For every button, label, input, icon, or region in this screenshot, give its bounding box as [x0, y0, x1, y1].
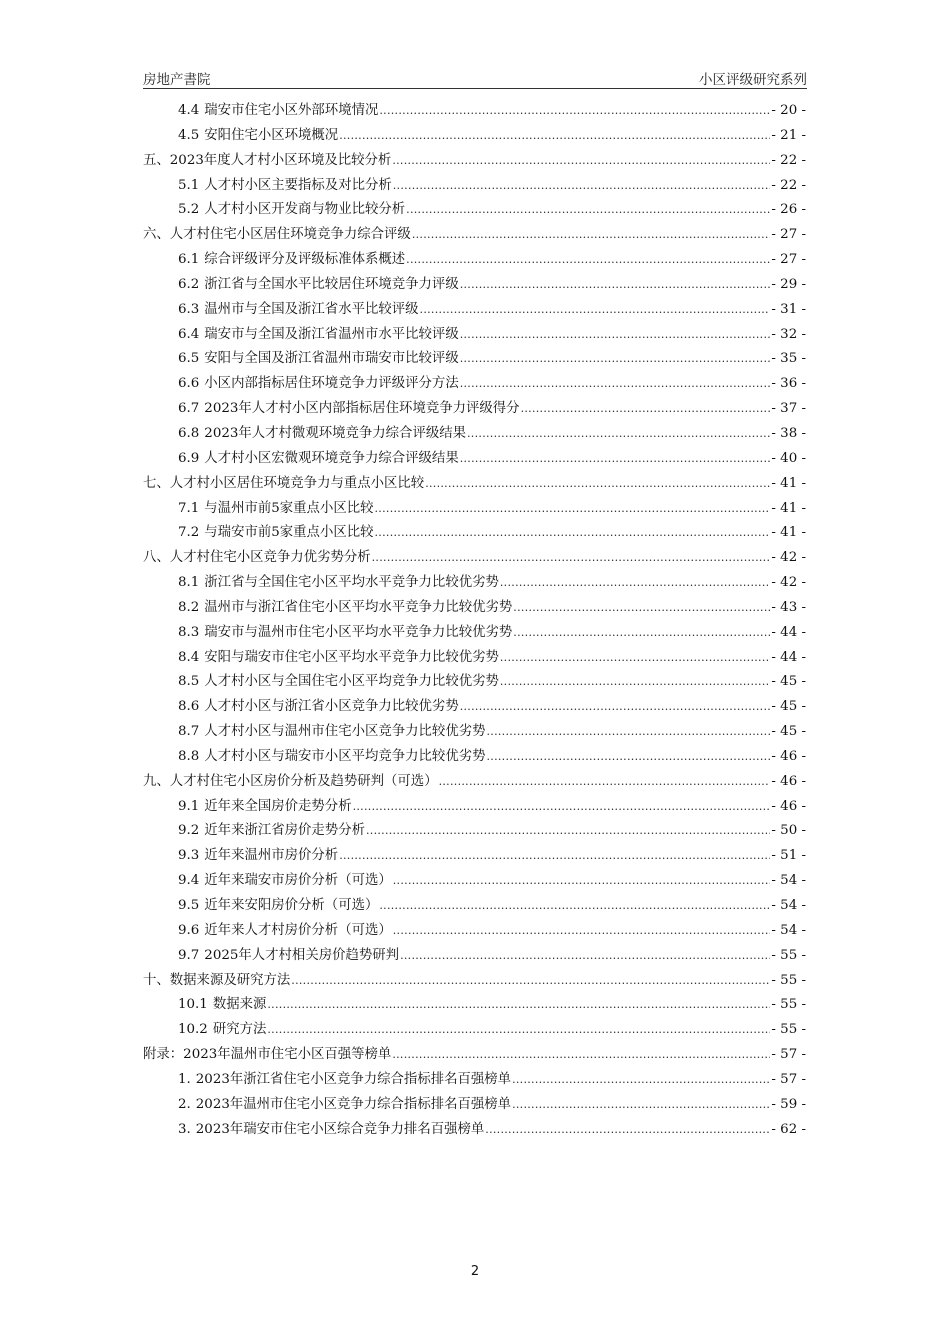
toc-entry-number: 8.5	[178, 674, 200, 690]
toc-entry-number: 9.2	[178, 823, 200, 839]
toc-entry-number: 9.4	[178, 873, 200, 889]
toc-entry-text	[178, 422, 466, 447]
toc-entry-text	[143, 223, 411, 248]
toc-entry-page: - 45 -	[771, 674, 806, 690]
toc-entry-text	[178, 248, 405, 273]
toc-entry-text	[178, 298, 419, 323]
toc-entry-title: 2023年人才村小区内部指标居住环境竞争力评级得分	[204, 401, 520, 417]
toc-entry[interactable]	[143, 819, 806, 844]
header-series-title: 小区评级研究系列	[699, 72, 807, 88]
toc-entry-number: 6.5	[178, 351, 200, 367]
toc-entry-page: - 21 -	[771, 127, 806, 143]
toc-entry-text	[178, 1118, 484, 1143]
toc-entry-title: 安阳与全国及浙江省温州市瑞安市比较评级	[204, 351, 459, 367]
toc-entry-text	[143, 969, 290, 994]
toc-entry-text	[178, 323, 459, 348]
toc-entry-title: 人才村小区与温州市住宅小区竞争力比较优劣势	[204, 724, 486, 740]
toc-entry-number: 8.6	[178, 699, 200, 715]
toc-entry[interactable]	[143, 944, 806, 969]
toc-entry[interactable]	[143, 472, 806, 497]
toc-entry[interactable]	[143, 497, 806, 522]
toc-dot-leader	[379, 894, 770, 919]
toc-dot-leader	[467, 422, 770, 447]
toc-entry-page: - 42 -	[771, 550, 806, 566]
toc-entry-text	[178, 174, 392, 199]
toc-entry-title: 近年来人才村房价分析（可选）	[204, 922, 392, 938]
toc-entry-number: 10.2	[178, 1022, 208, 1038]
toc-dot-leader	[339, 124, 770, 149]
toc-entry-title: 十、数据来源及研究方法	[143, 972, 291, 988]
page-number: 2	[470, 1264, 480, 1279]
toc-entry-page: - 55 -	[771, 947, 806, 963]
toc-entry-number: 7.2	[178, 525, 200, 541]
toc-entry-title: 温州市与浙江省住宅小区平均水平竞争力比较优劣势	[204, 599, 513, 615]
toc-dot-leader	[412, 223, 771, 248]
toc-dot-leader	[379, 99, 770, 124]
toc-entry-title: 瑞安市与温州市住宅小区平均水平竞争力比较优劣势	[204, 624, 513, 640]
toc-entry-page: - 55 -	[771, 972, 806, 988]
toc-entry-text	[178, 497, 374, 522]
toc-entry-title: 人才村小区开发商与物业比较分析	[204, 202, 406, 218]
toc-entry[interactable]	[143, 1018, 806, 1043]
toc-entry-text	[178, 397, 520, 422]
toc-entry-page: - 41 -	[771, 500, 806, 516]
toc-entry[interactable]	[143, 521, 806, 546]
toc-dot-leader	[460, 273, 771, 298]
toc-entry-title: 七、人才村小区居住环境竞争力与重点小区比较	[143, 475, 425, 491]
toc-dot-leader	[420, 298, 771, 323]
toc-entry-number: 6.6	[178, 376, 200, 392]
toc-entry-text	[178, 596, 512, 621]
toc-entry-text	[178, 869, 392, 894]
toc-entry-text	[143, 546, 371, 571]
toc-entry[interactable]	[143, 397, 806, 422]
toc-entry[interactable]	[143, 894, 806, 919]
toc-dot-leader	[487, 745, 771, 770]
toc-entry-number: 7.1	[178, 500, 200, 516]
toc-entry[interactable]	[143, 198, 806, 223]
toc-entry-page: - 54 -	[771, 898, 806, 913]
toc-dot-leader	[460, 347, 771, 372]
toc-dot-leader	[267, 1018, 770, 1043]
toc-entry-title: 小区内部指标居住环境竞争力评级评分方法	[204, 376, 459, 392]
toc-entry[interactable]	[143, 596, 806, 621]
toc-dot-leader	[375, 521, 771, 546]
toc-dot-leader	[400, 944, 770, 969]
toc-entry-page: - 31 -	[771, 301, 806, 317]
toc-entry-text	[178, 273, 459, 298]
toc-entry-title: 与温州市前5家重点小区比较	[204, 500, 374, 516]
toc-entry-page: - 46 -	[771, 748, 806, 764]
toc-entry-page: - 38 -	[771, 425, 806, 441]
toc-dot-leader	[393, 869, 771, 894]
toc-entry-text	[178, 1018, 266, 1043]
toc-dot-leader	[460, 372, 771, 397]
toc-entry-title: 五、2023年度人才村小区环境及比较分析	[143, 152, 392, 168]
toc-entry-page: - 54 -	[771, 922, 806, 938]
toc-entry[interactable]	[143, 124, 806, 149]
toc-entry-text	[178, 795, 352, 820]
toc-entry[interactable]	[143, 770, 806, 795]
toc-entry[interactable]	[143, 571, 806, 596]
toc-entry-number: 2.	[178, 1096, 191, 1112]
toc-entry-text	[178, 993, 266, 1018]
toc-entry-text	[178, 720, 486, 745]
toc-entry[interactable]	[143, 323, 806, 348]
toc-dot-leader	[393, 174, 771, 199]
toc-dot-leader	[291, 969, 770, 994]
toc-entry-number: 8.3	[178, 624, 200, 640]
toc-entry-number: 8.2	[178, 599, 200, 615]
toc-entry[interactable]	[143, 447, 806, 472]
toc-entry[interactable]	[143, 99, 806, 124]
toc-entry[interactable]	[143, 795, 806, 820]
toc-entry-title: 瑞安市与全国及浙江省温州市水平比较评级	[204, 326, 459, 342]
toc-entry-page: - 44 -	[771, 649, 806, 665]
toc-entry[interactable]	[143, 869, 806, 894]
toc-entry-text	[178, 944, 399, 969]
toc-entry-number: 8.1	[178, 575, 200, 591]
toc-entry-number: 5.2	[178, 202, 200, 218]
toc-entry-title: 近年来瑞安市房价分析（可选）	[204, 873, 392, 889]
toc-entry[interactable]	[143, 621, 806, 646]
toc-entry-page: - 29 -	[771, 276, 806, 292]
toc-entry-page: - 59 -	[771, 1096, 806, 1112]
toc-entry-page: - 22 -	[771, 177, 806, 193]
toc-entry-text	[143, 472, 424, 497]
toc-entry-text	[178, 447, 459, 472]
toc-entry-number: 8.8	[178, 748, 200, 764]
toc-entry[interactable]	[143, 1118, 806, 1143]
toc-entry-text	[178, 819, 365, 844]
toc-entry-number: 1.	[178, 1071, 191, 1087]
toc-entry-title: 浙江省与全国水平比较居住环境竞争力评级	[204, 276, 459, 292]
toc-entry-text	[143, 1043, 391, 1068]
toc-entry-title: 数据来源	[212, 997, 267, 1013]
toc-dot-leader	[487, 720, 771, 745]
toc-entry-number: 8.7	[178, 724, 200, 740]
toc-entry-page: - 51 -	[771, 848, 806, 864]
toc-entry-title: 2023年温州市住宅小区竞争力综合指标排名百强榜单	[195, 1096, 512, 1112]
toc-dot-leader	[460, 695, 771, 720]
toc-entry[interactable]	[143, 969, 806, 994]
toc-entry-page: - 42 -	[771, 575, 806, 591]
toc-dot-leader	[500, 571, 771, 596]
toc-entry-page: - 20 -	[771, 103, 806, 118]
toc-entry[interactable]	[143, 372, 806, 397]
toc-entry-title: 人才村小区宏微观环境竞争力综合评级结果	[204, 450, 459, 466]
toc-entry-text	[178, 745, 486, 770]
toc-entry-title: 九、人才村住宅小区房价分析及趋势研判（可选）	[143, 773, 438, 789]
toc-dot-leader	[513, 596, 770, 621]
toc-entry-text	[178, 124, 338, 149]
toc-dot-leader	[439, 770, 771, 795]
toc-entry-title: 浙江省与全国住宅小区平均水平竞争力比较优劣势	[204, 575, 499, 591]
toc-entry-page: - 57 -	[771, 1071, 806, 1087]
toc-dot-leader	[406, 198, 770, 223]
toc-entry[interactable]	[143, 298, 806, 323]
toc-entry-text	[178, 894, 378, 919]
toc-entry-title: 六、人才村住宅小区居住环境竞争力综合评级	[143, 227, 411, 243]
toc-entry-title: 2023年浙江省住宅小区竞争力综合指标排名百强榜单	[195, 1071, 512, 1087]
toc-entry-title: 2023年人才村微观环境竞争力综合评级结果	[204, 425, 467, 441]
toc-entry-page: - 27 -	[771, 227, 806, 243]
toc-entry[interactable]	[143, 248, 806, 273]
toc-entry[interactable]	[143, 422, 806, 447]
toc-entry-number: 10.1	[178, 997, 208, 1013]
toc-entry-page: - 41 -	[771, 475, 806, 491]
toc-entry-text	[178, 521, 374, 546]
toc-entry-page: - 40 -	[771, 450, 806, 466]
toc-entry-page: - 44 -	[771, 624, 806, 640]
toc-entry-text	[178, 844, 338, 869]
toc-entry[interactable]	[143, 695, 806, 720]
toc-entry[interactable]	[143, 670, 806, 695]
toc-entry-title: 2025年人才村相关房价趋势研判	[204, 947, 400, 963]
toc-entry-page: - 41 -	[771, 525, 806, 541]
toc-dot-leader	[339, 844, 770, 869]
toc-entry-number: 6.1	[178, 252, 200, 268]
toc-entry-title: 附录：2023年温州市住宅小区百强等榜单	[143, 1047, 392, 1063]
toc-entry-title: 近年来浙江省房价走势分析	[204, 823, 365, 839]
toc-dot-leader	[392, 1043, 770, 1068]
toc-dot-leader	[372, 546, 771, 571]
toc-entry[interactable]	[143, 646, 806, 671]
toc-dot-leader	[512, 1093, 770, 1118]
toc-entry-text	[178, 99, 378, 124]
toc-dot-leader	[406, 248, 770, 273]
toc-entry-page: - 45 -	[771, 699, 806, 715]
toc-entry-text	[143, 770, 438, 795]
toc-entry-title: 与瑞安市前5家重点小区比较	[204, 525, 374, 541]
toc-dot-leader	[425, 472, 770, 497]
toc-entry-title: 近年来安阳房价分析（可选）	[204, 898, 379, 913]
toc-entry-title: 人才村小区主要指标及对比分析	[204, 177, 392, 193]
toc-entry-page: - 37 -	[771, 401, 806, 417]
toc-entry[interactable]	[143, 174, 806, 199]
toc-entry-number: 6.4	[178, 326, 200, 342]
toc-entry[interactable]	[143, 745, 806, 770]
toc-entry-text	[178, 198, 405, 223]
toc-dot-leader	[393, 919, 771, 944]
toc-dot-leader	[500, 646, 771, 671]
toc-entry-number: 8.4	[178, 649, 200, 665]
toc-entry-text	[178, 347, 459, 372]
toc-entry-page: - 57 -	[771, 1047, 806, 1063]
toc-entry[interactable]	[143, 223, 806, 248]
toc-entry[interactable]	[143, 1068, 806, 1093]
toc-entry-text	[178, 1068, 511, 1093]
toc-entry-text	[178, 670, 499, 695]
toc-entry[interactable]	[143, 720, 806, 745]
toc-entry-title: 综合评级评分及评级标准体系概述	[204, 252, 406, 268]
page-header	[143, 68, 807, 89]
toc-entry-number: 6.8	[178, 425, 200, 441]
toc-entry-number: 9.7	[178, 947, 200, 963]
toc-entry-page: - 46 -	[771, 798, 806, 814]
toc-entry[interactable]	[143, 844, 806, 869]
toc-entry-title: 2023年瑞安市住宅小区综合竞争力排名百强榜单	[195, 1121, 485, 1137]
toc-entry-number: 9.1	[178, 798, 200, 814]
toc-entry-page: - 50 -	[771, 823, 806, 839]
toc-entry[interactable]	[143, 1093, 806, 1118]
table-of-contents	[143, 99, 806, 1142]
toc-entry-page: - 43 -	[771, 599, 806, 615]
toc-entry-title: 人才村小区与浙江省小区竞争力比较优劣势	[204, 699, 459, 715]
toc-dot-leader	[460, 323, 771, 348]
toc-entry-text	[178, 372, 459, 397]
toc-entry-text	[178, 646, 499, 671]
toc-entry-title: 研究方法	[212, 1022, 267, 1038]
toc-entry-number: 6.3	[178, 301, 200, 317]
toc-dot-leader	[513, 621, 770, 646]
toc-entry-number: 4.4	[178, 103, 200, 118]
toc-dot-leader	[460, 447, 771, 472]
toc-dot-leader	[512, 1068, 770, 1093]
toc-entry-text	[178, 919, 392, 944]
toc-dot-leader	[500, 670, 771, 695]
toc-entry-number: 6.7	[178, 401, 200, 417]
toc-entry-number: 3.	[178, 1121, 191, 1137]
toc-entry-text	[178, 695, 459, 720]
toc-entry-title: 安阳住宅小区环境概况	[204, 127, 339, 143]
toc-entry-number: 5.1	[178, 177, 200, 193]
toc-entry-page: - 35 -	[771, 351, 806, 367]
toc-entry-text	[178, 621, 512, 646]
toc-entry-title: 瑞安市住宅小区外部环境情况	[204, 103, 379, 118]
toc-entry-page: - 46 -	[771, 773, 806, 789]
toc-entry-title: 人才村小区与瑞安市小区平均竞争力比较优劣势	[204, 748, 486, 764]
toc-dot-leader	[392, 149, 770, 174]
toc-dot-leader	[485, 1118, 770, 1143]
toc-entry-page: - 55 -	[771, 997, 806, 1013]
toc-entry-number: 9.5	[178, 898, 200, 913]
toc-entry-page: - 22 -	[771, 152, 806, 168]
toc-entry-number: 9.6	[178, 922, 200, 938]
toc-entry-page: - 55 -	[771, 1022, 806, 1038]
toc-entry-page: - 45 -	[771, 724, 806, 740]
toc-entry[interactable]	[143, 546, 806, 571]
toc-entry-page: - 36 -	[771, 376, 806, 392]
toc-entry-number: 4.5	[178, 127, 200, 143]
toc-entry-page: - 54 -	[771, 873, 806, 889]
toc-entry-page: - 62 -	[771, 1121, 806, 1137]
toc-dot-leader	[267, 993, 770, 1018]
toc-dot-leader	[366, 819, 770, 844]
header-publisher: 房地产書院	[143, 72, 211, 88]
toc-entry-text	[178, 571, 499, 596]
toc-entry-number: 9.3	[178, 848, 200, 864]
toc-entry-text	[178, 1093, 511, 1118]
toc-entry-title: 安阳与瑞安市住宅小区平均水平竞争力比较优劣势	[204, 649, 499, 665]
toc-entry[interactable]	[143, 1043, 806, 1068]
toc-dot-leader	[375, 497, 771, 522]
toc-dot-leader	[521, 397, 771, 422]
toc-entry-page: - 26 -	[771, 202, 806, 218]
toc-entry-title: 近年来温州市房价分析	[204, 848, 339, 864]
toc-entry-text	[143, 149, 391, 174]
toc-entry-page: - 27 -	[771, 252, 806, 268]
toc-entry-title: 八、人才村住宅小区竞争力优劣势分析	[143, 550, 371, 566]
toc-entry[interactable]	[143, 347, 806, 372]
toc-entry-title: 人才村小区与全国住宅小区平均竞争力比较优劣势	[204, 674, 499, 690]
toc-entry[interactable]	[143, 993, 806, 1018]
toc-dot-leader	[353, 795, 771, 820]
toc-entry-number: 6.2	[178, 276, 200, 292]
toc-entry-title: 近年来全国房价走势分析	[204, 798, 352, 814]
toc-entry-number: 6.9	[178, 450, 200, 466]
toc-entry[interactable]	[143, 149, 806, 174]
toc-entry[interactable]	[143, 919, 806, 944]
toc-entry[interactable]	[143, 273, 806, 298]
toc-entry-title: 温州市与全国及浙江省水平比较评级	[204, 301, 419, 317]
toc-entry-page: - 32 -	[771, 326, 806, 342]
